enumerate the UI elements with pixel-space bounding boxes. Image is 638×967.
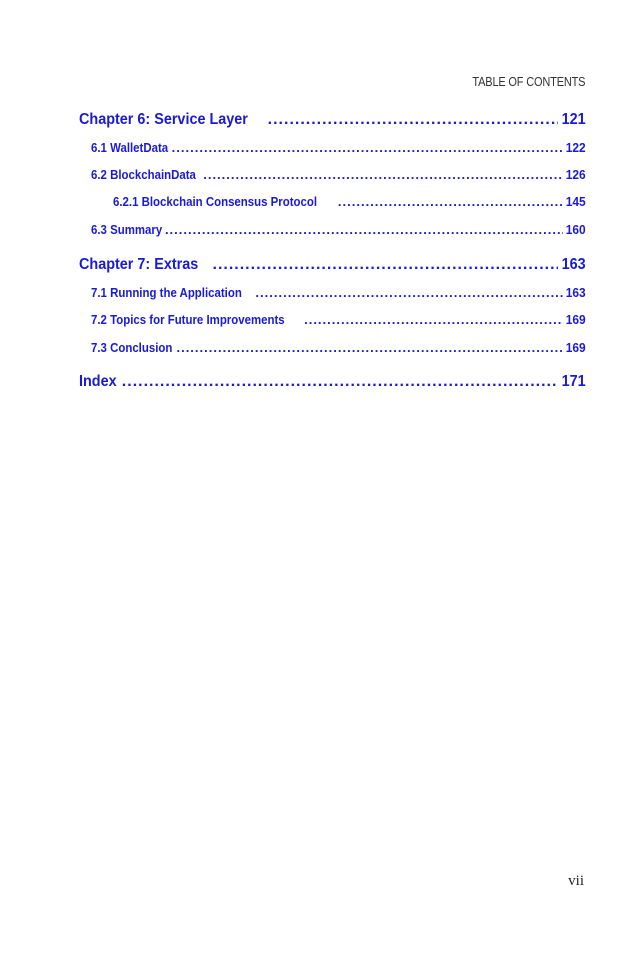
toc-entry-6-1[interactable] — [91, 140, 586, 155]
dot-leader — [176, 340, 563, 355]
toc-entry-title: 7.3 Conclusion — [91, 340, 173, 355]
toc-entry-title: 6.2 BlockchainData — [91, 167, 196, 182]
toc-entry-page: 122 — [566, 140, 586, 155]
dot-leader — [213, 256, 559, 274]
toc-entry-page: 160 — [566, 222, 586, 237]
toc-entry-7-2[interactable] — [91, 312, 586, 327]
toc-entry-chapter-6[interactable] — [79, 111, 586, 129]
dot-leader — [122, 373, 559, 391]
toc-entry-7-3[interactable] — [91, 340, 586, 355]
toc-entry-page: 163 — [566, 285, 586, 300]
page-number: vii — [568, 873, 584, 889]
toc-entry-page: 126 — [566, 167, 586, 182]
toc-entry-title: 7.2 Topics for Future Improvements — [91, 312, 285, 327]
toc-entry-title: 6.1 WalletData — [91, 140, 169, 155]
dot-leader — [268, 111, 559, 129]
dot-leader — [255, 285, 563, 300]
toc-entry-page: 145 — [566, 194, 586, 209]
dot-leader — [338, 194, 563, 209]
toc-entry-page: 169 — [566, 340, 586, 355]
toc-entry-title: 7.1 Running the Application — [91, 285, 242, 300]
toc-entry-6-2[interactable] — [91, 167, 586, 182]
toc-entry-page: 121 — [561, 111, 586, 128]
dot-leader — [165, 222, 563, 237]
toc-entry-title: 6.2.1 Blockchain Consensus Protocol — [113, 194, 318, 209]
toc-entry-7-1[interactable] — [91, 285, 586, 300]
toc-entry-title: Index — [79, 373, 117, 390]
dot-leader — [203, 167, 563, 182]
toc-entry-chapter-7[interactable] — [79, 256, 586, 274]
toc-entry-6-3[interactable] — [91, 222, 586, 237]
dot-leader — [172, 140, 564, 155]
toc-entry-title: 6.3 Summary — [91, 222, 163, 237]
toc-entry-page: 163 — [561, 256, 586, 273]
toc-entry-page: 171 — [561, 373, 586, 390]
toc-entry-title: Chapter 6: Service Layer — [79, 111, 248, 128]
running-header: TABLE OF CONTENTS — [472, 75, 585, 89]
toc-entry-6-2-1[interactable] — [113, 194, 586, 209]
toc-entry-page: 169 — [566, 312, 586, 327]
toc-entry-index[interactable] — [79, 373, 586, 391]
dot-leader — [304, 312, 563, 327]
toc-entry-title: Chapter 7: Extras — [79, 256, 199, 273]
